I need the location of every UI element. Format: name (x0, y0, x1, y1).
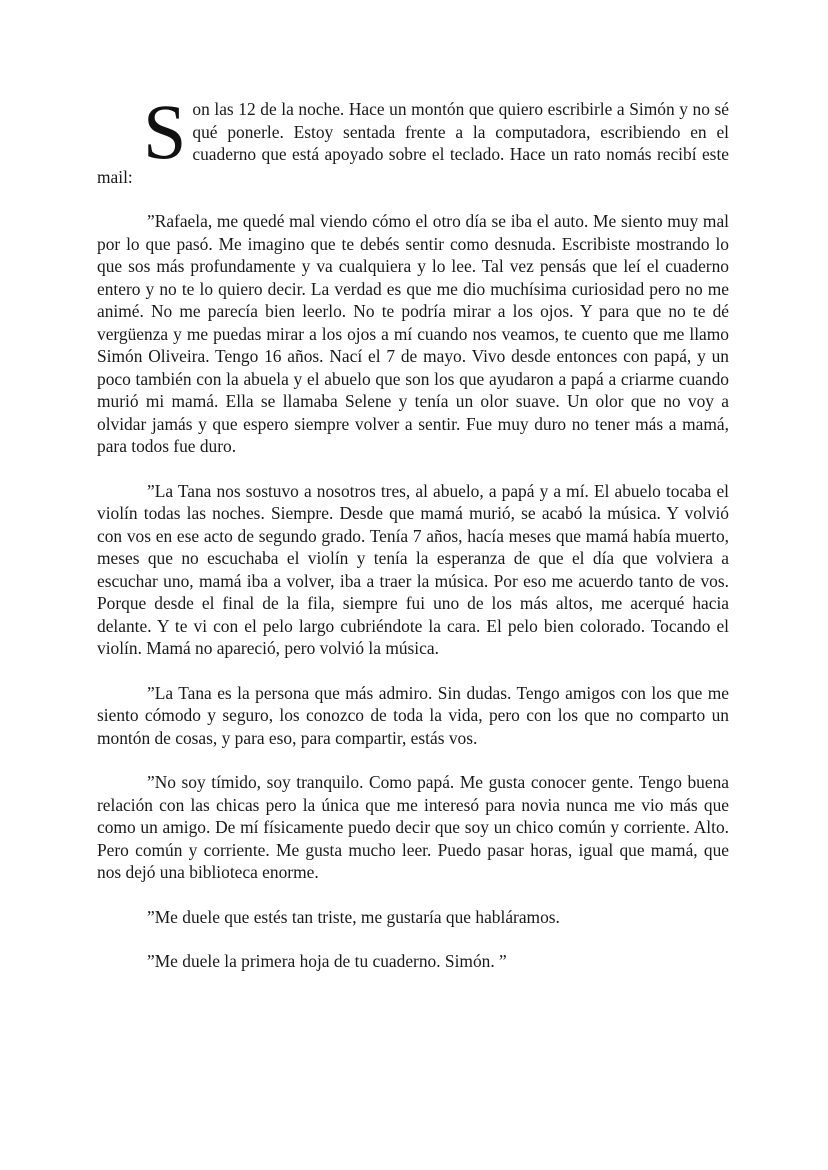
drop-cap: S (143, 88, 187, 175)
paragraph-email-1: ”Rafaela, me quedé mal viendo cómo el otro día se iba el auto. Me siento muy mal por lo que pasó. Me imagino que te debés sentir como desnuda. Escribiste mostrando lo que sos más profundamente y va cualquiera y lo lee. Tal vez pensás que leí el cuaderno entero y no te lo quiero decir. La verdad es que me dio muchísima curiosidad pero no me animé. No me parecía bien leerlo. No te podría mirar a los ojos. Y para que no te dé vergüenza y me puedas mirar a los ojos a mí cuando nos veamos, te cuento que me llamo Simón Oliveira. Tengo 16 años. Nací el 7 de mayo. Vivo desde entonces con papá, y un poco también con la abuela y el abuelo que son los que ayudaron a papá a criarme cuando murió mi mamá. Ella se llamaba Selene y tenía un olor suave. Un olor que no voy a olvidar jamás y que espero siempre volver a sentir. Fue muy duro no tener más a mamá, para todos fue duro. (97, 211, 729, 456)
paragraph-email-6: ”Me duele la primera hoja de tu cuaderno. Simón. ” (147, 951, 507, 971)
paragraph-email-2: ”La Tana nos sostuvo a nosotros tres, al abuelo, a papá y a mí. El abuelo tocaba el violín todas las noches. Siempre. Desde que mamá murió, se acabó la música. Y volvió con vos en ese acto de segundo grado. Tenía 7 años, hacía meses que mamá había muerto, meses que no escuchaba el violín y tenía la esperanza de que el día que volviera a escuchar uno, mamá iba a volver, iba a traer la música. Por eso me acuerdo tanto de vos. Porque desde el final de la fila, siempre fui uno de los más altos, me acerqué hacia delante. Y te vi con el pelo largo cubriéndote la cara. El pelo bien colorado. Tocando el violín. Mamá no apareció, pero volvió la música. (97, 480, 729, 658)
paragraph-email-3: ”La Tana es la persona que más admiro. Sin dudas. Tengo amigos con los que me siento cómodo y seguro, los conozco de toda la vida, pero con los que no comparto un montón de cosas, y para eso, para compartir, estás vos. (97, 682, 729, 748)
paragraph-email-4: ”No soy tímido, soy tranquilo. Como papá. Me gusta conocer gente. Tengo buena relación con las chicas pero la única que me interesó para novia nunca me vio más que como un amigo. De mí físicamente puedo decir que soy un chico común y corriente. Alto. Pero común y corriente. Me gusta mucho leer. Puedo pasar horas, igual que mamá, que nos dejó una biblioteca enorme. (97, 772, 729, 882)
paragraph-opening (97, 88, 729, 188)
paragraph-email-5: ”Me duele que estés tan triste, me gustaría que habláramos. (147, 906, 560, 927)
body-text (97, 88, 729, 973)
paragraph-opening-text: on las 12 de la noche. Hace un montón que quiero escribirle a Simón y no sé qué ponerle. Estoy sentada frente a la computadora, escribiendo en el cuaderno que está apoyado sobre el teclado. Hace un rato nomás recibí este mail: (97, 99, 729, 187)
